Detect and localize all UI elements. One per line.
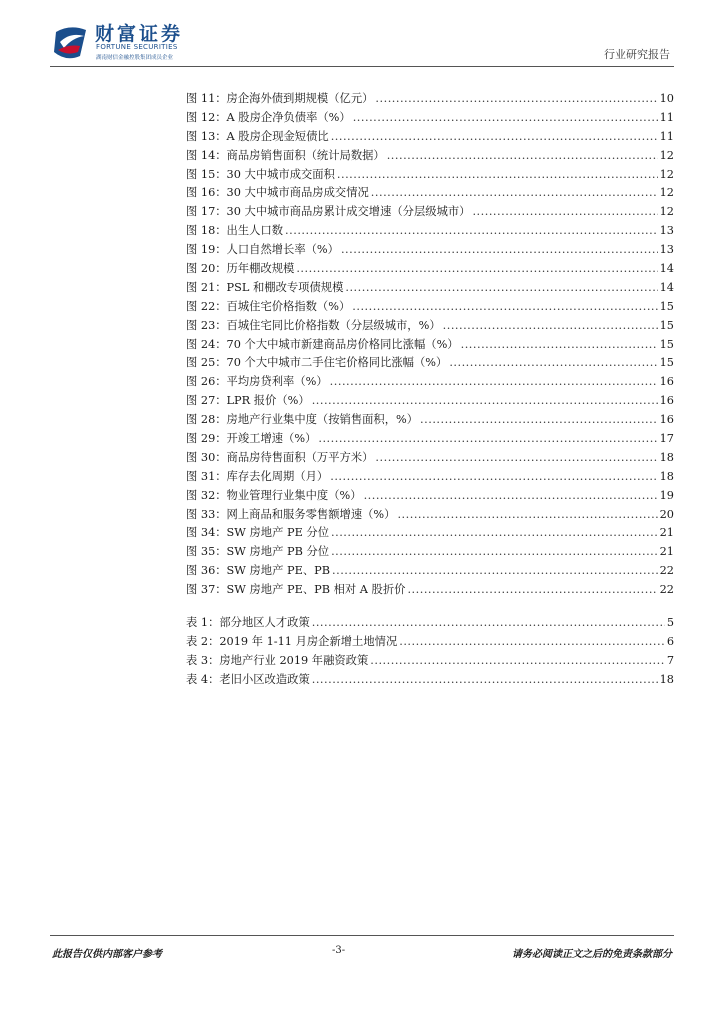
toc-entry-page: 16 [659, 394, 674, 408]
toc-entry-table[interactable] [186, 652, 674, 671]
toc-leader-dots [352, 300, 657, 313]
toc-entry-label: 图 35：SW 房地产 PB 分位 [186, 545, 330, 559]
toc-entry-label: 图 24：70 个大中城市新建商品房价格同比涨幅（%） [186, 337, 459, 351]
toc-entry-page: 22 [659, 564, 674, 578]
toc-entry-page: 13 [659, 224, 674, 238]
toc-entry-figure[interactable] [186, 449, 674, 468]
toc-entry-label: 图 36：SW 房地产 PE、PB [186, 564, 331, 578]
toc-leader-dots [312, 616, 665, 629]
toc-entry-figure[interactable] [186, 184, 674, 203]
toc-entry-page: 19 [659, 488, 674, 502]
toc-entry-label: 图 18：出生人口数 [186, 224, 284, 238]
toc-entry-label: 表 3：房地产行业 2019 年融资政策 [186, 653, 369, 667]
toc-entry-page: 18 [659, 450, 674, 464]
report-type: 行业研究报告 [604, 48, 670, 61]
toc-entry-figure[interactable] [186, 298, 674, 317]
toc-entry-label: 图 22：百城住宅价格指数（%） [186, 299, 351, 313]
toc-leader-dots [318, 432, 657, 445]
toc-entry-label: 图 15：30 大中城市成交面积 [186, 167, 335, 181]
toc-leader-dots [331, 545, 658, 558]
toc-entry-page: 14 [659, 280, 674, 294]
toc-leader-dots [332, 564, 658, 577]
toc-entry-label: 表 2：2019 年 1-11 月房企新增土地情况 [186, 634, 398, 648]
toc-leader-dots [345, 281, 657, 294]
toc-leader-dots [461, 338, 658, 351]
toc-entry-figure[interactable] [186, 354, 674, 373]
toc-entry-figure[interactable] [186, 317, 674, 336]
logo-subtitle: 湖南财信金融控股集团成员企业 [96, 55, 174, 61]
toc-entry-label: 图 28：房地产行业集中度（按销售面积，%） [186, 413, 419, 427]
toc-entry-page: 15 [659, 299, 674, 313]
toc-entry-figure[interactable] [186, 543, 674, 562]
header-divider [50, 66, 674, 67]
toc-entry-label: 图 37：SW 房地产 PE、PB 相对 A 股折价 [186, 583, 406, 597]
toc-entry-figure[interactable] [186, 581, 674, 600]
toc-entry-page: 11 [659, 129, 674, 143]
toc-entry-label: 图 31：库存去化周期（月） [186, 469, 329, 483]
toc-entry-page: 18 [659, 672, 674, 686]
toc-entry-page: 15 [659, 318, 674, 332]
toc-entry-figure[interactable] [186, 203, 674, 222]
toc-entry-figure[interactable] [186, 392, 674, 411]
page-header [0, 0, 724, 68]
footer-disclaimer-right: 请务必阅读正文之后的免责条款部分 [512, 949, 672, 960]
toc-entry-table[interactable] [186, 614, 674, 633]
toc-entry-label: 图 33：网上商品和服务零售额增速（%） [186, 507, 396, 521]
toc-leader-dots [443, 319, 658, 332]
figure-list [186, 90, 674, 600]
toc-leader-dots [399, 635, 665, 648]
toc-entry-label: 表 4：老旧小区改造政策 [186, 672, 310, 686]
toc-entry-label: 图 14：商品房销售面积（统计局数据） [186, 148, 385, 162]
toc-leader-dots [387, 149, 658, 162]
toc-leader-dots [420, 413, 658, 426]
toc-entry-page: 13 [659, 243, 674, 257]
toc-entry-label: 图 29：开竣工增速（%） [186, 432, 317, 446]
toc-leader-dots [407, 583, 657, 596]
toc-entry-label: 图 30：商品房待售面积（万平方米） [186, 450, 374, 464]
logo-chinese-name: 财富证券 [95, 23, 184, 45]
toc-leader-dots [285, 224, 658, 237]
toc-entry-page: 21 [659, 545, 674, 559]
toc-entry-figure[interactable] [186, 506, 674, 525]
toc-entry-figure[interactable] [186, 411, 674, 430]
toc-entry-page: 14 [659, 262, 674, 276]
toc-entry-figure[interactable] [186, 468, 674, 487]
toc-entry-figure[interactable] [186, 260, 674, 279]
toc-entry-figure[interactable] [186, 487, 674, 506]
toc-leader-dots [331, 526, 658, 539]
toc-entry-page: 17 [659, 432, 674, 446]
toc-entry-label: 图 16：30 大中城市商品房成交情况 [186, 186, 369, 200]
toc-entry-page: 12 [659, 148, 674, 162]
toc-entry-label: 表 1：部分地区人才政策 [186, 616, 310, 629]
toc-leader-dots [449, 356, 657, 369]
toc-entry-figure[interactable] [186, 222, 674, 241]
toc-entry-page: 11 [659, 110, 674, 124]
toc-leader-dots [371, 186, 658, 199]
toc-leader-dots [296, 262, 657, 275]
toc-entry-figure[interactable] [186, 90, 674, 109]
toc-entry-figure[interactable] [186, 241, 674, 260]
toc-entry-figure[interactable] [186, 562, 674, 581]
toc-entry-figure[interactable] [186, 279, 674, 298]
toc-entry-page: 12 [659, 205, 674, 219]
toc-entry-figure[interactable] [186, 373, 674, 392]
toc-entry-label: 图 12：A 股房企净负债率（%） [186, 110, 351, 124]
toc-entry-label: 图 21：PSL 和棚改专项债规模 [186, 280, 344, 294]
toc-entry-figure[interactable] [186, 109, 674, 128]
toc-leader-dots [312, 394, 658, 407]
toc-entry-page: 7 [666, 653, 674, 667]
toc-leader-dots [472, 205, 657, 218]
toc-leader-dots [312, 673, 658, 686]
toc-entry-figure[interactable] [186, 524, 674, 543]
toc-entry-page: 5 [666, 616, 674, 629]
toc-entry-page: 21 [659, 526, 674, 540]
toc-entry-page: 12 [659, 186, 674, 200]
toc-entry-label: 图 19：人口自然增长率（%） [186, 243, 339, 257]
toc-entry-label: 图 25：70 个大中城市二手住宅价格同比涨幅（%） [186, 356, 448, 370]
toc-entry-figure[interactable] [186, 147, 674, 166]
toc-leader-dots [341, 243, 658, 256]
toc-leader-dots [337, 168, 658, 181]
toc-leader-dots [330, 375, 658, 388]
toc-entry-page: 18 [659, 469, 674, 483]
toc-entry-label: 图 23：百城住宅同比价格指数（分层级城市，%） [186, 318, 441, 332]
toc-entry-page: 6 [666, 634, 674, 648]
fortune-securities-logo-icon [50, 22, 90, 62]
footer-disclaimer-left: 此报告仅供内部客户参考 [52, 949, 162, 960]
toc-entry-page: 15 [659, 356, 674, 370]
page-number: -3- [332, 945, 346, 956]
toc-entry-page: 20 [659, 507, 674, 521]
toc-leader-dots [364, 489, 658, 502]
toc-entry-label: 图 34：SW 房地产 PE 分位 [186, 526, 330, 540]
toc-leader-dots [375, 451, 657, 464]
toc-entry-figure[interactable] [186, 166, 674, 185]
toc-entry-label: 图 20：历年棚改规模 [186, 262, 295, 276]
toc-leader-dots [397, 508, 657, 521]
toc-entry-label: 图 27：LPR 报价（%） [186, 394, 310, 408]
toc-entry-page: 22 [659, 583, 674, 597]
toc-leader-dots [330, 470, 657, 483]
toc-entry-figure[interactable] [186, 336, 674, 355]
toc-entry-table[interactable] [186, 633, 674, 652]
toc-entry-label: 图 26：平均房贷利率（%） [186, 375, 328, 389]
logo-english-name: FORTUNE SECURITIES [96, 43, 178, 51]
footer-divider [50, 935, 674, 936]
toc-entry-figure[interactable] [186, 430, 674, 449]
toc-entry-label: 图 17：30 大中城市商品房累计成交增速（分层级城市） [186, 205, 471, 219]
toc-entry-page: 16 [659, 413, 674, 427]
toc-entry-page: 12 [659, 167, 674, 181]
toc-entry-page: 16 [659, 375, 674, 389]
toc-entry-figure[interactable] [186, 128, 674, 147]
toc-leader-dots [353, 111, 658, 124]
toc-entry-page: 15 [659, 337, 674, 351]
toc-entry-table[interactable] [186, 671, 674, 690]
toc-entry-label: 图 13：A 股房企现金短债比 [186, 129, 329, 143]
toc-entry-label: 图 11：房企海外债到期规模（亿元） [186, 92, 374, 105]
toc-leader-dots [331, 130, 658, 143]
table-list [186, 614, 674, 690]
toc-entry-page: 10 [659, 92, 674, 105]
toc-leader-dots [375, 92, 657, 105]
toc-leader-dots [370, 654, 665, 667]
toc-entry-label: 图 32：物业管理行业集中度（%） [186, 488, 362, 502]
